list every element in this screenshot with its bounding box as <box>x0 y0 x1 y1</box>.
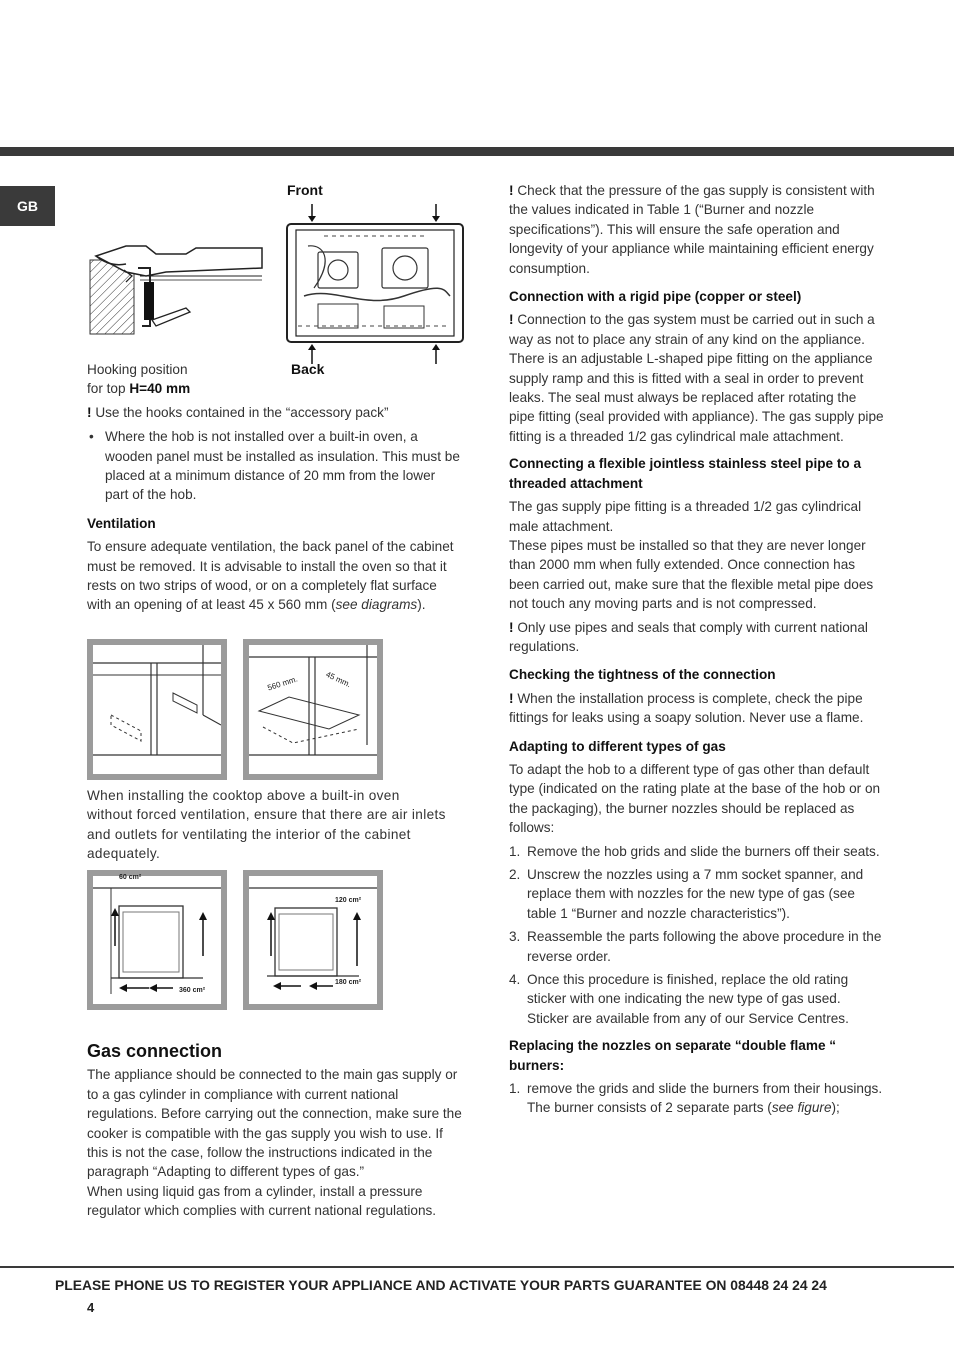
hooking-caption-height: H=40 mm <box>129 381 191 397</box>
label-back: Back <box>291 361 325 377</box>
pressure-note <box>509 181 885 278</box>
double-flame-heading: Replacing the nozzles on separate “double flame “ burners: <box>509 1038 837 1073</box>
gas-connection-heading: Gas connection <box>87 1041 223 1061</box>
flexible-pipe-note-text: Only use pipes and seals that comply with current national regulations. <box>509 619 868 654</box>
tightness-heading: Checking the tightness of the connection <box>509 667 776 683</box>
warning-mark: ! <box>509 690 514 706</box>
rigid-pipe-note <box>509 310 885 349</box>
flexible-pipe-text-1: The gas supply pipe fitting is a threaded 1/2 gas cylindrical male attachment. <box>509 499 862 534</box>
label-360cm2: 360 cm² <box>179 987 206 994</box>
flexible-pipe-text-2: These pipes must be installed so that they are never longer than 2000 mm when fully extended. Once connection has been carried out, make sure that the flexible metal pipe does not touch any moving parts and is not compressed. <box>509 537 874 612</box>
language-tab: GB <box>0 186 55 226</box>
double-flame-step-end: ); <box>831 1100 840 1116</box>
gas-connection-text-2: When using liquid gas from a cylinder, install a pressure regulator which complies with current national regulations. <box>87 1183 437 1219</box>
ventilation-text-end: ). <box>417 597 426 613</box>
ventilation-text-main: To ensure adequate ventilation, the back panel of the cabinet must be removed. It is advisable to install the oven so that it rests on two strips of wood, or on a completely flat surface with an opening of at least 45 x 560 mm ( <box>87 539 454 613</box>
adapt-step: 4. Once this procedure is finished, replace the old rating sticker with one indicating the new type of gas used. Sticker are available from any of our Service Centres. <box>509 972 849 1026</box>
label-120cm2: 120 cm² <box>335 897 362 904</box>
gas-connection-text: The appliance should be connected to the main gas supply or to a gas cylinder in compliance with current national regulations. Before carrying out the connection, make sure the cooker is compatible with the gas supply you wish to use. If this is not the case, follow the instructions indicated in the paragraph “Adapting to different types of gas.” <box>87 1067 462 1180</box>
pressure-note-text: Check that the pressure of the gas supply is consistent with the values indicated in Table 1 (“Burner and nozzle specifications”). This will ensure the safe operation and longevity of your appliance while maintaining efficient energy consumption. <box>509 183 875 276</box>
adapt-step-text: Reassemble the parts following the above procedure in the reverse order. <box>527 929 882 964</box>
warning-mark: ! <box>509 312 514 328</box>
bullet-wooden-panel <box>87 427 462 505</box>
footer-guarantee-text: PLEASE PHONE US TO REGISTER YOUR APPLIANCE AND ACTIVATE YOUR PARTS GUARANTEE ON 08448 24 24 24 <box>55 1277 827 1293</box>
note-hooks-text: Use the hooks contained in the “accessory pack” <box>95 404 389 420</box>
rigid-pipe-heading: Connection with a rigid pipe (copper or steel) <box>509 289 802 305</box>
warning-mark: ! <box>509 183 514 198</box>
hob-top-view-diagram <box>284 200 466 368</box>
note-hooks <box>87 403 462 422</box>
ventilation-diagram-2 <box>243 639 383 780</box>
adapt-step: 2. Unscrew the nozzles using a 7 mm socket spanner, and replace them with nozzles for the new type of gas (see table 1 “Burner and nozzle characteristics”). <box>509 867 864 921</box>
adapt-step-text: Once this procedure is finished, replace the old rating sticker with one indicating the new type of gas used. Sticker are available from any of our Service Centres. <box>527 972 849 1026</box>
ventilation-heading: Ventilation <box>87 515 156 531</box>
cooktop-note: When installing the cooktop above a built-in oven without forced ventilation, ensure that there are air inlets and outlets for ventilating the interior of the cabinet adequately. <box>87 788 446 862</box>
rigid-pipe-note-text: Connection to the gas system must be carried out in such a way as not to place any strain of any kind on the appliance. <box>509 312 875 347</box>
bullet-mark: • <box>89 429 94 445</box>
adapting-heading: Adapting to different types of gas <box>509 738 726 754</box>
adapt-step: 1. Remove the hob grids and slide the burners off their seats. <box>509 843 880 859</box>
right-column <box>509 181 885 1118</box>
tightness-note-text: When the installation process is complete, check the pipe fittings for leaks using a soapy solution. Never use a flame. <box>509 690 864 726</box>
adapt-step: 3. Reassemble the parts following the above procedure in the reverse order. <box>509 929 882 964</box>
tightness-note <box>509 689 885 728</box>
double-flame-step: 1. remove the grids and slide the burners from their housings. The burner consists of 2 separate parts (see figure); <box>509 1081 883 1116</box>
label-45mm: 45 mm. <box>324 669 353 690</box>
air-inlet-diagram-2 <box>243 870 383 1010</box>
double-flame-step-main: remove the grids and slide the burners from their housings. The burner consists of 2 separate parts ( <box>527 1081 883 1116</box>
hooking-caption-line1: Hooking position <box>87 362 188 377</box>
rigid-pipe-text: There is an adjustable L-shaped pipe fitting on the appliance supply ramp and this is fitted with a seal in order to prevent leaks. The seal must always be replaced after rotating the pipe fitting (seal provided with appliance). The gas supply pipe fitting is a threaded 1/2 gas cylindrical male attachment. <box>509 351 884 444</box>
label-60cm2: 60 cm² <box>119 874 142 881</box>
left-column-top <box>87 360 462 615</box>
bottom-rule <box>0 1266 954 1268</box>
label-front: Front <box>287 182 323 198</box>
air-inlet-diagram-1 <box>87 870 227 1010</box>
hooking-diagram <box>86 242 266 337</box>
label-560mm: 560 mm. <box>266 674 299 693</box>
warning-mark: ! <box>87 404 92 420</box>
ventilation-text <box>87 537 462 615</box>
adapting-text: To adapt the hob to a different type of gas other than default type (indicated on the rating plate at the base of the hob or on the packaging), the burner nozzles should be replaced as follows: <box>509 761 881 836</box>
adapt-step-text: Remove the hob grids and slide the burners off their seats. <box>527 843 880 859</box>
label-180cm2: 180 cm² <box>335 979 362 986</box>
ventilation-diagram-1 <box>87 639 227 780</box>
double-flame-step-italic: see figure <box>771 1100 832 1116</box>
gas-connection-section <box>87 1042 462 1221</box>
ventilation-text-italic: see diagrams <box>335 597 418 613</box>
adapt-step-text: Unscrew the nozzles using a 7 mm socket spanner, and replace them with nozzles for the new type of gas (see table 1 “Burner and nozzle characteristics”). <box>527 867 864 921</box>
page-number: 4 <box>87 1300 95 1315</box>
hooking-caption-prefix: for top <box>87 381 126 397</box>
flexible-pipe-heading: Connecting a flexible jointless stainless steel pipe to a threaded attachment <box>509 456 862 491</box>
top-rule <box>0 147 954 156</box>
hooking-caption-line2 <box>87 379 462 398</box>
bullet-wooden-panel-text: Where the hob is not installed over a built-in oven, a wooden panel must be installed as insulation. This must be placed at a minimum distance of 20 mm from the lower part of the hob. <box>105 429 460 503</box>
flexible-pipe-note <box>509 618 885 657</box>
warning-mark: ! <box>509 619 514 635</box>
